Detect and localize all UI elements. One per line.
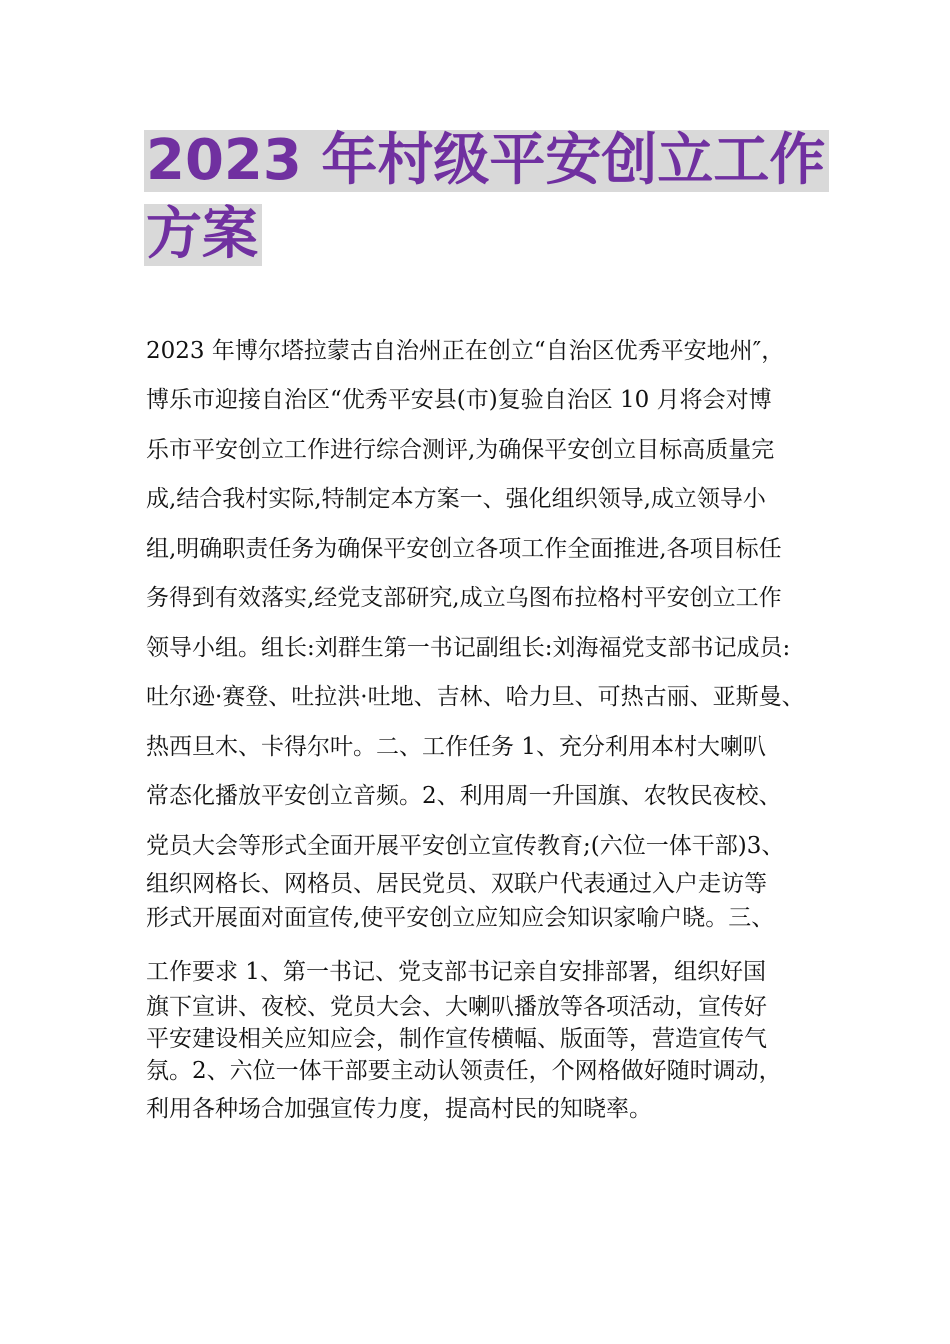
body-paragraph-line: 工作要求 1、第一书记、党支部书记亲自安排部署，组织好国 — [146, 959, 766, 985]
body-paragraph-line: 领导小组。组长:刘群生第一书记副组长:刘海福党支部书记成员: — [146, 635, 791, 661]
body-paragraph-line: 吐尔逊·赛登、吐拉洪·吐地、吉林、哈力旦、可热古丽、亚斯曼、 — [146, 684, 805, 710]
body-paragraph-line: 组,明确职责任务为确保平安创立各项工作全面推进,各项目标任 — [146, 536, 782, 562]
body-paragraph-line: 热西旦木、卡得尔叶。二、工作任务 1、充分利用本村大喇叭 — [146, 734, 766, 760]
document-title-line-1: 2023 年村级平安创立工作 — [144, 130, 829, 192]
document-title-line-2: 方案 — [144, 204, 262, 266]
body-paragraph-line: 组织网格长、网格员、居民党员、双联户代表通过入户走访等 — [146, 871, 767, 897]
body-paragraph-line: 利用各种场合加强宣传力度，提高村民的知晓率。 — [146, 1096, 652, 1122]
body-paragraph-line: 博乐市迎接自治区“优秀平安县(市)复验自治区 10 月将会对博 — [146, 387, 772, 413]
body-paragraph-line: 党员大会等形式全面开展平安创立宣传教育;(六位一体干部)3、 — [146, 833, 785, 859]
body-paragraph-line: 常态化播放平安创立音频。2、利用周一升国旗、农牧民夜校、 — [146, 783, 782, 809]
body-paragraph-line: 务得到有效落实,经党支部研究,成立乌图布拉格村平安创立工作 — [146, 585, 782, 611]
body-paragraph-line: 成,结合我村实际,特制定本方案一、强化组织领导,成立领导小 — [146, 486, 766, 512]
body-paragraph-line: 形式开展面对面宣传,使平安创立应知应会知识家喻户晓。三、 — [146, 905, 775, 931]
body-paragraph-line: 旗下宣讲、夜校、党员大会、大喇叭播放等各项活动，宣传好 — [146, 994, 767, 1020]
body-paragraph-line: 平安建设相关应知应会，制作宣传横幅、版面等，营造宣传气 — [146, 1026, 767, 1052]
body-paragraph-line: 乐市平安创立工作进行综合测评,为确保平安创立目标高质量完 — [146, 437, 775, 463]
body-paragraph-line: 2023 年博尔塔拉蒙古自治州正在创立“自治区优秀平安地州″， — [146, 338, 785, 364]
body-paragraph-line: 氛。2、六位一体干部要主动认领责任，个网格做好随时调动， — [146, 1058, 782, 1084]
